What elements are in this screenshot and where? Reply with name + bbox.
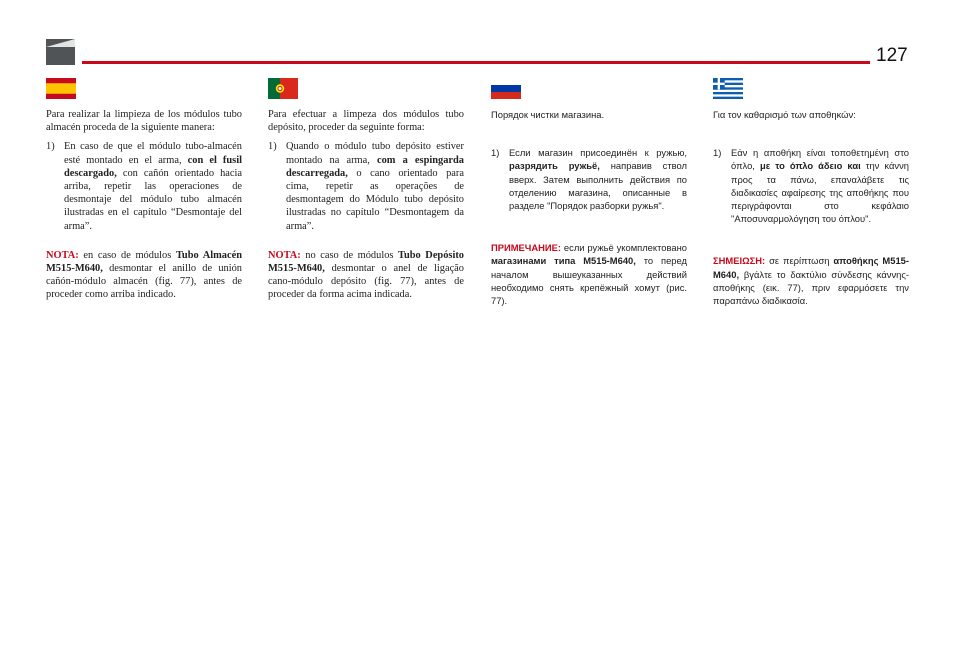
intro-text: Порядок чистки магазина. — [491, 109, 605, 120]
note-label: NOTA: — [268, 249, 301, 261]
step-number: 1) — [713, 147, 722, 159]
note-paragraph: ΣΗΜΕΙΩΣΗ: σε περίπτωση αποθήκης M515-M640, βγάλτε το δακτύλιο σύνδεσης κάννης-αποθήκης (εικ. 77), πριν εφαρμόσετε την παραπάνω διαδικασία. — [713, 255, 909, 307]
step-1 — [713, 146, 909, 225]
note-paragraph: NOTA: en caso de módulos Tubo Almacén M515-M640, desmontar el anillo de unión cañón-módulo almacén (fig. 77), antes de proceder como arriba indicado. — [46, 249, 243, 301]
column-portuguese — [268, 78, 464, 302]
intro-text: Para efectuar a limpeza dos módulos tubo depósito, proceder da seguinte forma: — [268, 109, 464, 134]
portugal-flag-icon — [268, 78, 298, 99]
header-rule — [82, 61, 870, 64]
intro-text: Για τον καθαρισμό των αποθηκών: — [713, 109, 856, 120]
step-1 — [491, 146, 687, 212]
spain-flag-icon — [46, 78, 76, 99]
step-text: Εάν η αποθήκη είναι τοποθετημένη στο όπλο, με το όπλο άδειο και την κάννη προς τα πάνω, επαναλάβετε τις διαδικασίες αφαίρεσης της αποθήκης που περιγράφονται στο κεφάλαιο "Αποσυναρμολόγηση του όπλου". — [731, 147, 909, 225]
step-text: Quando o módulo tubo depósito estiver montado na arma, com a espingarda descarregada, o cano orientado para cima, repetir as operações de desmontagem do Módulo tubo depósito ilustradas no capítulo “Desmontagem da arma”. — [286, 141, 464, 232]
chapter-tab-marker — [46, 39, 75, 65]
column-greek — [713, 78, 909, 307]
note-paragraph: NOTA: no caso de módulos Tubo Depósito M515-M640, desmontar o anel de ligação cano-módulo depósito (fig. 77), antes de proceder da forma acima indicada. — [268, 249, 464, 301]
note-label: ПРИМЕЧАНИЕ: — [491, 242, 562, 254]
step-1 — [268, 140, 464, 232]
column-russian — [491, 78, 687, 307]
column-spanish — [46, 78, 242, 302]
greece-flag-icon — [713, 78, 743, 99]
step-number: 1) — [491, 147, 500, 159]
note-label: NOTA: — [46, 249, 79, 261]
step-number: 1) — [46, 141, 55, 153]
step-1 — [46, 140, 242, 232]
step-number: 1) — [268, 141, 277, 153]
step-text: En caso de que el módulo tubo-almacén esté montado en el arma, con el fusil descargado, con cañón orientado hacia arriba, repetir las operaciones de desmontaje del módulo tubo almacén ilustradas en el capítulo “Desmontaje del arma”. — [64, 141, 242, 232]
note-label: ΣΗΜΕΙΩΣΗ: — [713, 255, 766, 267]
step-text: Если магазин присоединён к ружью, разрядить ружьё, направив ствол вверх. Затем выполнить действия по отделению магазина, описанные в разделе "Порядок разборки ружья". — [509, 147, 688, 212]
intro-text: Para realizar la limpieza de los módulos tubo almacén proceda de la siguiente manera: — [46, 109, 242, 134]
page-number: 127 — [876, 45, 908, 66]
russia-flag-icon — [491, 78, 521, 99]
note-paragraph: ПРИМЕЧАНИЕ: если ружьё укомплектовано магазинами типа M515-M640, то перед началом вышеуказанных действий необходимо снять крепёжный хомут (рис. 77). — [491, 242, 687, 307]
